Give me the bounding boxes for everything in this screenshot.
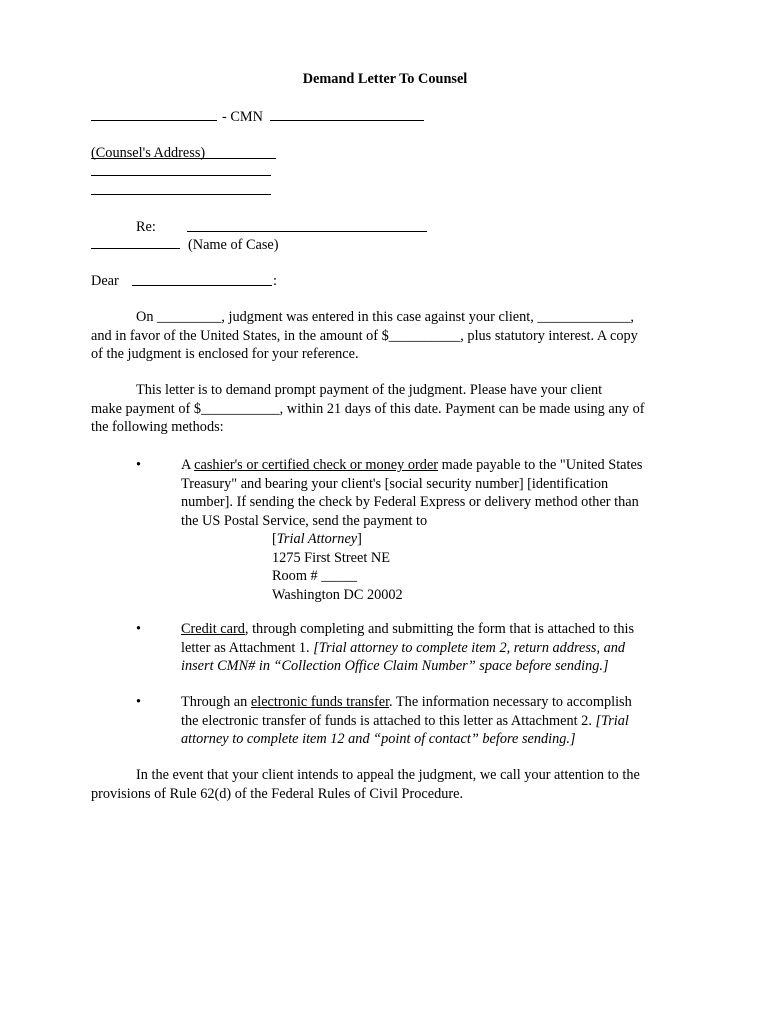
counsel-address-line-3 [91, 194, 271, 195]
bullet-line: number]. If sending the check by Federal Express or delivery method other than [181, 494, 639, 510]
bracket: ] [357, 531, 362, 547]
bullet-marker: • [136, 694, 142, 710]
text-fragment: , through completing and submitting the form that is attached to this [244, 621, 635, 637]
case-line-2 [91, 248, 180, 249]
paragraph-line: the following methods: [91, 419, 224, 435]
bullet-line [181, 456, 642, 475]
trial-attorney-placeholder: Trial Attorney [276, 531, 358, 547]
bullet-line: Treasury" and bearing your client's [social security number] [identification [181, 475, 609, 492]
counsel-name-line [91, 120, 217, 121]
paragraph-appeal [91, 766, 640, 803]
name-of-case-label: (Name of Case) [188, 237, 279, 253]
mailing-address-attorney [181, 530, 642, 549]
paragraph-demand [91, 381, 645, 437]
eft-link[interactable]: electronic funds transfer [250, 694, 390, 710]
paragraph-line: of the judgment is enclosed for your reference. [91, 346, 359, 362]
paragraph-judgment [91, 308, 638, 364]
letter-title: Demand Letter To Counsel [302, 71, 468, 87]
bullet-marker: • [136, 457, 142, 473]
bullet-line: the US Postal Service, send the payment to [181, 512, 428, 529]
instruction-note: [Trial attorney to complete item 2, return address, and [313, 639, 626, 656]
check-payment-link[interactable]: cashier's or certified check or money order [194, 457, 439, 473]
mailing-address-street: 1275 First Street NE [272, 549, 390, 566]
text-fragment: the electronic transfer of funds is attached to this letter as Attachment 2. [181, 712, 596, 729]
text-fragment: . The information necessary to accomplish [389, 694, 632, 710]
credit-card-link[interactable]: Credit card [181, 621, 245, 637]
counsel-address-label: (Counsel's Address) [91, 145, 206, 161]
bullet-eft [181, 693, 632, 749]
bullet-line [181, 639, 634, 658]
text-fragment: letter as Attachment 1. [181, 639, 314, 656]
paragraph-line: In the event that your client intends to appeal the judgment, we call your attention to the [136, 767, 640, 783]
salutation-colon: : [273, 273, 277, 289]
text-fragment: A [181, 457, 195, 473]
re-label: Re: [136, 219, 156, 235]
text-fragment: made payable to the "United States [438, 457, 643, 473]
mailing-address-room: Room # _____ [272, 568, 357, 584]
paragraph-line: and in favor of the United States, in the amount of $__________, plus statutory interest. A copy [91, 327, 638, 344]
text-fragment: Through an [181, 694, 251, 710]
paragraph-line: make payment of $___________, within 21 days of this date. Payment can be made using any of [91, 400, 645, 417]
bracket: [ [272, 531, 277, 547]
bullet-marker: • [136, 621, 142, 637]
paragraph-line: provisions of Rule 62(d) of the Federal Rules of Civil Procedure. [91, 785, 464, 802]
bullet-line [181, 693, 632, 712]
case-line-1 [187, 231, 427, 232]
counsel-address-line-1 [91, 158, 276, 159]
bullet-line [181, 712, 632, 731]
cmn-label: - CMN [222, 109, 263, 125]
bullet-line [181, 620, 634, 639]
paragraph-line: On _________, judgment was entered in this case against your client, _____________, [136, 309, 634, 325]
instruction-note: attorney to complete item 12 and “point of contact” before sending.] [181, 731, 576, 747]
bullet-check-payment [181, 456, 642, 604]
salutation-name-line [132, 285, 272, 286]
bullet-credit-card [181, 620, 634, 676]
instruction-note: [Trial [595, 712, 629, 729]
mailing-address-city: Washington DC 20002 [272, 586, 403, 603]
paragraph-line: This letter is to demand prompt payment of the judgment. Please have your client [136, 382, 603, 398]
instruction-note: insert CMN# in “Collection Office Claim Number” space before sending.] [181, 658, 609, 674]
salutation: Dear [91, 273, 119, 289]
cmn-number-line [270, 120, 424, 121]
counsel-address-line-2 [91, 175, 271, 176]
